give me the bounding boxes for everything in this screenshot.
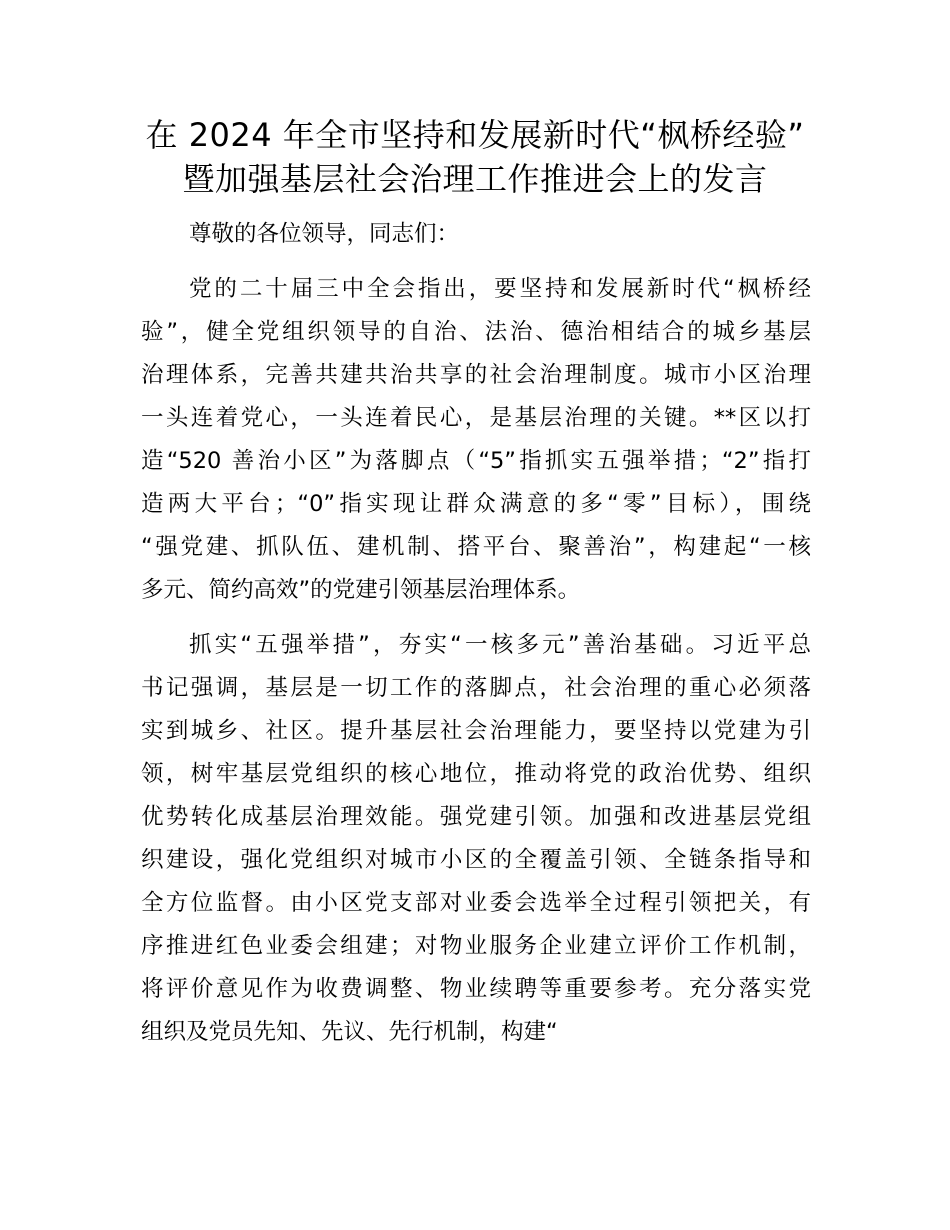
paragraph-2-line-10: 组织及党员先知、先议、先行机制，构建“ [141, 1019, 558, 1045]
paragraph-1-line-2: 验”，健全党组织领导的自治、法治、德治相结合的城乡基层 [141, 319, 811, 345]
paragraph-1-line-3: 治理体系，完善共建共治共享的社会治理制度。城市小区治理 [141, 362, 811, 388]
paragraph-1-line-1: 党的二十届三中全会指出，要坚持和发展新时代“枫桥经 [189, 276, 811, 302]
paragraph-2-line-1: 抓实“五强举措”，夯实“一核多元”善治基础。习近平总 [189, 632, 811, 658]
paragraph-2-line-2: 书记强调，基层是一切工作的落脚点，社会治理的重心必须落 [141, 675, 811, 701]
paragraph-2-line-3: 实到城乡、社区。提升基层社会治理能力，要坚持以党建为引 [141, 718, 811, 744]
paragraph-2-line-6: 织建设，强化党组织对城市小区的全覆盖引领、全链条指导和 [141, 847, 811, 873]
document-title-line-1: 在 2024 年全市坚持和发展新时代“枫桥经验” [145, 116, 805, 154]
paragraph-2-line-9: 将评价意见作为收费调整、物业续聘等重要参考。充分落实党 [141, 976, 811, 1002]
paragraph-1-line-4: 一头连着党心，一头连着民心，是基层治理的关键。**区以打 [141, 405, 811, 431]
paragraph-1-line-5: 造“520 善治小区”为落脚点（“5”指抓实五强举措；“2”指打 [141, 448, 811, 474]
salutation: 尊敬的各位领导，同志们： [189, 221, 460, 247]
document-title-line-2: 暨加强基层社会治理工作推进会上的发言 [182, 160, 768, 198]
paragraph-1-line-6: 造两大平台；“0”指实现让群众满意的多“零”目标），围绕 [141, 491, 811, 517]
paragraph-2-line-5: 优势转化成基层治理效能。强党建引领。加强和改进基层党组 [141, 804, 811, 830]
paragraph-2-line-8: 序推进红色业委会组建；对物业服务企业建立评价工作机制， [141, 933, 811, 959]
paragraph-1-line-7: “强党建、抓队伍、建机制、搭平台、聚善治”，构建起“一核 [141, 534, 811, 560]
paragraph-2-line-7: 全方位监督。由小区党支部对业委会选举全过程引领把关，有 [141, 890, 811, 916]
paragraph-2-line-4: 领，树牢基层党组织的核心地位，推动将党的政治优势、组织 [141, 761, 811, 787]
paragraph-1-line-8: 多元、简约高效”的党建引领基层治理体系。 [141, 577, 581, 603]
